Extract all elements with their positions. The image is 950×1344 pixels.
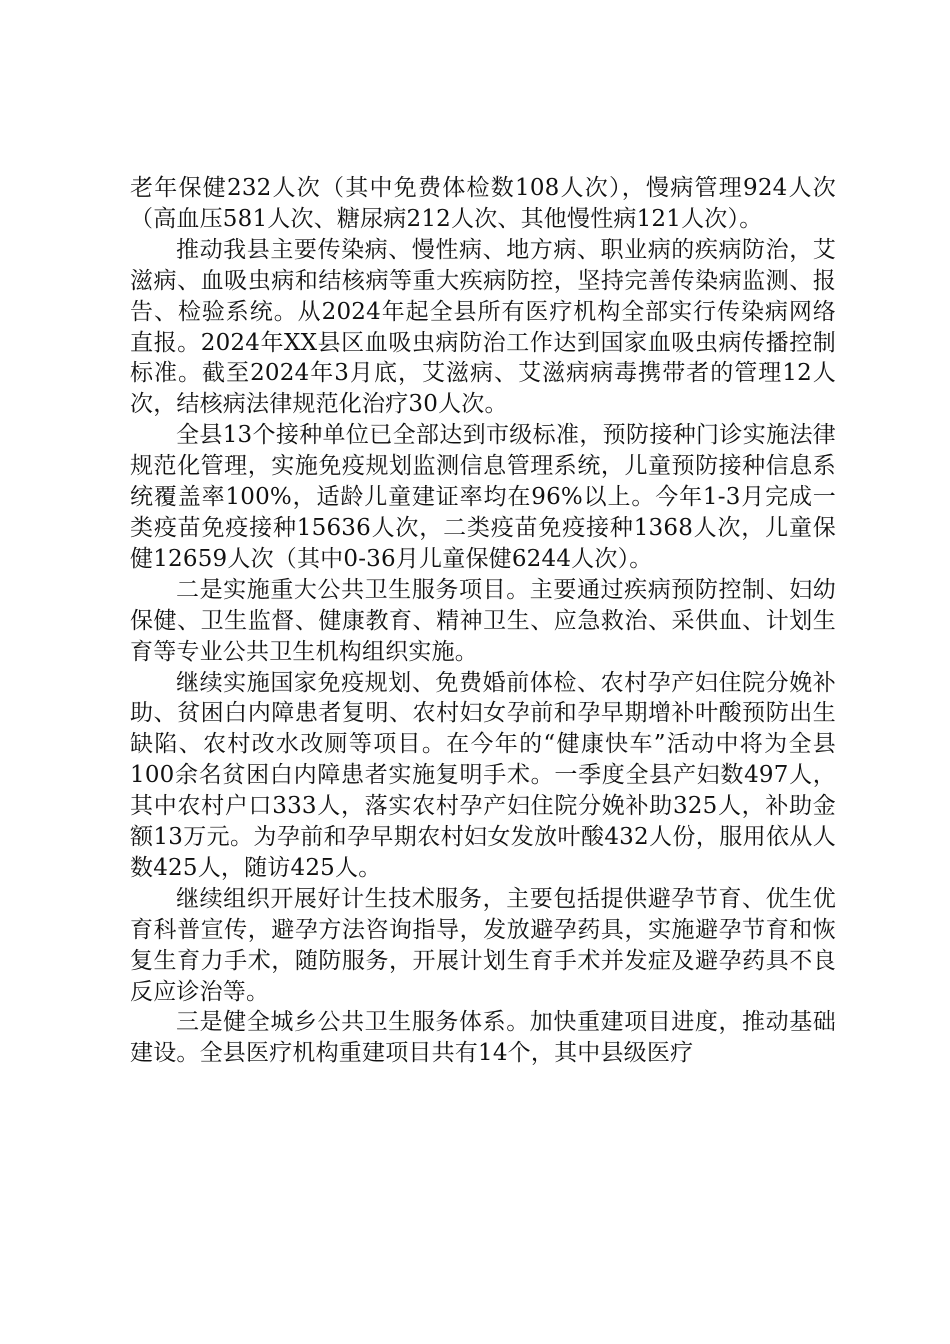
paragraph: 推动我县主要传染病、慢性病、地方病、职业病的疾病防治，艾滋病、血吸虫病和结核病等重大疾病防控，坚持完善传染病监测、报告、检验系统。从2024年起全县所有医疗机构全部实行传染病网络直报。2024年XX县区血吸虫病防治工作达到国家血吸虫病传播控制标准。截至2024年3月底，艾滋病、艾滋病病毒携带者的管理12人次，结核病法律规范化治疗30人次。 (130, 236, 836, 418)
paragraph: 二是实施重大公共卫生服务项目。主要通过疾病预防控制、妇幼保健、卫生监督、健康教育、精神卫生、应急救治、采供血、计划生育等专业公共卫生机构组织实施。 (130, 576, 836, 665)
paragraph: 三是健全城乡公共卫生服务体系。加快重建项目进度，推动基础建设。全县医疗机构重建项目共有14个，其中县级医疗 (130, 1009, 836, 1067)
paragraph: 全县13个接种单位已全部达到市级标准，预防接种门诊实施法律规范化管理，实施免疫规划监测信息管理系统，儿童预防接种信息系统覆盖率100%，适龄儿童建证率均在96%以上。今年1-3月完成一类疫苗免疫接种15636人次，二类疫苗免疫接种1368人次，儿童保健12659人次（其中0-36月儿童保健6244人次）。 (130, 422, 836, 572)
paragraph: 继续组织开展好计生技术服务，主要包括提供避孕节育、优生优育科普宣传，避孕方法咨询指导，发放避孕药具，实施避孕节育和恢复生育力手术，随防服务，开展计划生育手术并发症及避孕药具不良反应诊治等。 (130, 885, 836, 1005)
paragraph: 老年保健232人次（其中免费体检数108人次），慢病管理924人次（高血压581人次、糖尿病212人次、其他慢性病121人次）。 (130, 175, 836, 232)
paragraph: 继续实施国家免疫规划、免费婚前体检、农村孕产妇住院分娩补助、贫困白内障患者复明、农村妇女孕前和孕早期增补叶酸预防出生缺陷、农村改水改厕等项目。在今年的“健康快车”活动中将为全县100余名贫困白内障患者实施复明手术。一季度全县产妇数497人，其中农村户口333人，落实农村孕产妇住院分娩补助325人，补助金额13万元。为孕前和孕早期农村妇女发放叶酸432人份，服用依从人数425人，随访425人。 (130, 669, 836, 881)
document-page (130, 173, 836, 1069)
